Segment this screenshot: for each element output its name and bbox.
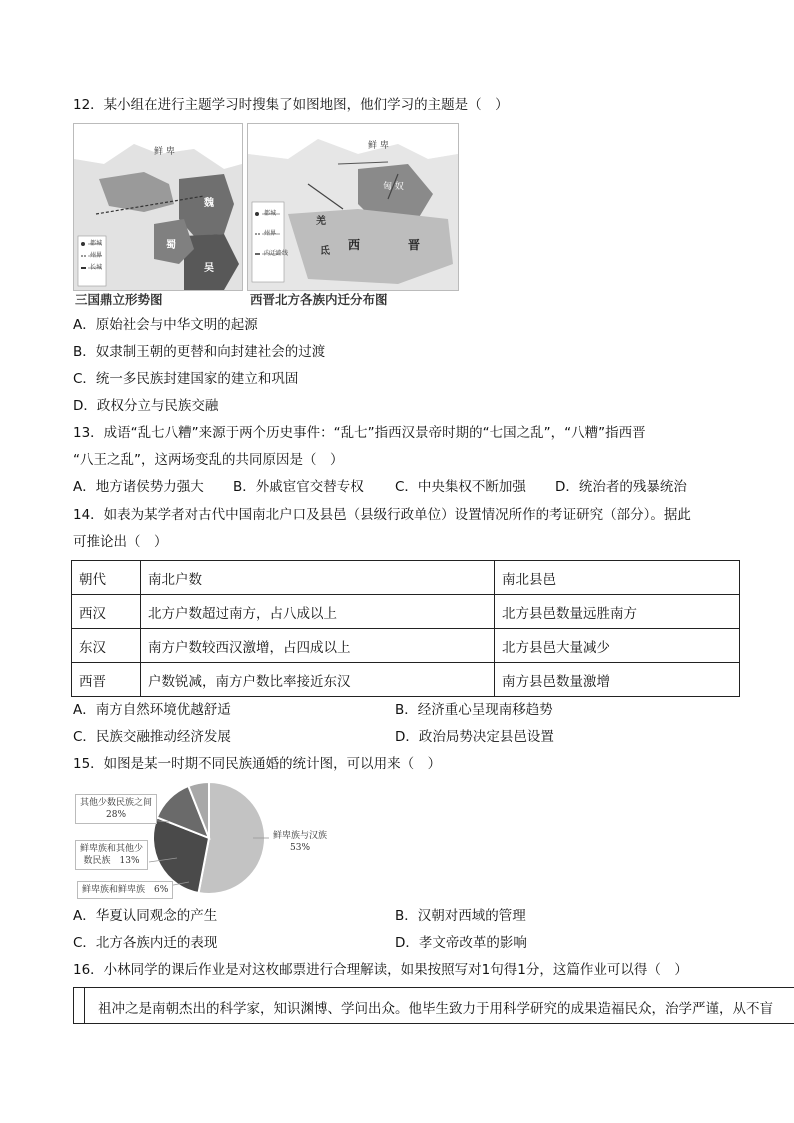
map2-label-di: 氐 [320, 246, 330, 257]
q15-pie-chart [73, 782, 337, 898]
q16-stem: 16．小林同学的课后作业是对这枚邮票进行合理解读，如果按照写对1句得1分，这篇作业可以得（ ） [73, 962, 688, 978]
table-row [72, 595, 740, 629]
three-kingdoms-map [73, 123, 243, 291]
table-cell: 西汉 [72, 595, 141, 629]
q14-table [71, 560, 740, 697]
q13-stem-line2: “八王之乱”，这两场变乱的共同原因是（ ） [73, 452, 344, 468]
q15-option-d[interactable]: D．孝文帝改革的影响 [395, 935, 527, 951]
table-row [72, 629, 740, 663]
pie-label-xianbei-xianbei [77, 881, 173, 899]
q12-stem: 12．某小组在进行主题学习时搜集了如图地图，他们学习的主题是（ ） [73, 97, 509, 113]
q14-options-row1 [73, 701, 773, 719]
q12-option-a[interactable]: A．原始社会与中华文明的起源 [73, 317, 258, 333]
map1-caption: 三国鼎立形势图 [75, 292, 163, 307]
pie-label-xianbei-han-value: 53% [290, 843, 311, 853]
q12-option-c[interactable]: C．统一多民族封建国家的建立和巩固 [73, 371, 299, 387]
table-cell: 户数锐减，南方户数比率接近东汉 [141, 663, 495, 697]
table-cell: 南方户数较西汉激增，占四成以上 [141, 629, 495, 663]
table-cell: 东汉 [72, 629, 141, 663]
map2-legend-route: 内迁路线 [264, 250, 289, 257]
pie-label-xianbei-han-name: 鲜卑族与汉族 [273, 831, 328, 841]
pie-label-others-name: 其他少数民族之间 [80, 798, 153, 808]
q16-box-text: 祖冲之是南朝杰出的科学家，知识渊博、学问出众。他毕生致力于用科学研究的成果造福民众，治学严谨，从不盲 [98, 1001, 773, 1017]
map1-label-shu: 蜀 [166, 240, 176, 251]
q13-options [73, 478, 773, 496]
q16-text-box [73, 987, 794, 1024]
map2-label-xiongnu: 匈 奴 [383, 182, 404, 192]
pie-label-others-value: 28% [106, 810, 127, 820]
pie-label-xianbei-han [269, 828, 331, 856]
q15-options-row2 [73, 934, 773, 952]
q14-option-b[interactable]: B．经济重心呈现南移趋势 [395, 702, 553, 718]
q14-option-c[interactable]: C．民族交融推动经济发展 [73, 729, 231, 745]
map1-label-wu: 吴 [204, 263, 214, 274]
table-cell: 南方县邑数量激增 [495, 663, 740, 697]
q15-options-row1 [73, 907, 773, 925]
q13-option-c[interactable]: C．中央集权不断加强 [395, 479, 526, 495]
table-header-row [72, 561, 740, 595]
map1-legend-wall: 长城 [90, 264, 103, 271]
table-cell: 西晋 [72, 663, 141, 697]
map2-legend-border: 州界 [264, 230, 277, 237]
q12-option-d[interactable]: D．政权分立与民族交融 [73, 398, 219, 414]
pie-label-others [75, 794, 157, 824]
q13-option-d[interactable]: D．统治者的残暴统治 [555, 479, 687, 495]
q14-stem-line1: 14．如表为某学者对古代中国南北户口及县邑（县级行政单位）设置情况所作的考证研究（部分）。据此 [73, 507, 691, 523]
q16-box-divider [84, 988, 85, 1023]
table-cell: 北方户数超过南方，占八成以上 [141, 595, 495, 629]
table-header-cell: 南北户数 [141, 561, 495, 595]
q15-stem: 15．如图是某一时期不同民族通婚的统计图，可以用来（ ） [73, 756, 442, 772]
q13-option-b[interactable]: B．外戚宦官交替专权 [233, 479, 364, 495]
q15-option-a[interactable]: A．华夏认同观念的产生 [73, 908, 218, 924]
pie-label-xianbei-other-value: 数民族 13% [83, 856, 140, 866]
map1-legend-capital: 都城 [90, 240, 103, 247]
q15-option-b[interactable]: B．汉朝对西域的管理 [395, 908, 526, 924]
q13-option-a[interactable]: A．地方诸侯势力强大 [73, 479, 204, 495]
map1-label-wei: 魏 [204, 198, 214, 209]
pie-label-xianbei-xianbei-text: 鲜卑族和鲜卑族 6% [82, 885, 169, 895]
western-jin-migration-map [247, 123, 459, 291]
table-row [72, 663, 740, 697]
map2-label-jin: 晋 [408, 238, 421, 252]
q15-option-c[interactable]: C．北方各族内迁的表现 [73, 935, 218, 951]
q14-option-d[interactable]: D．政治局势决定县邑设置 [395, 729, 554, 745]
table-cell: 北方县邑大量减少 [495, 629, 740, 663]
western-jin-map-graphic [248, 124, 458, 290]
map2-legend-capital: 都城 [264, 210, 277, 217]
map2-label-xi: 西 [348, 238, 361, 252]
table-cell: 北方县邑数量远胜南方 [495, 595, 740, 629]
table-header-cell: 朝代 [72, 561, 141, 595]
table-header-cell: 南北县邑 [495, 561, 740, 595]
map2-label-xianbei: 鲜 卑 [368, 141, 389, 151]
pie-label-xianbei-other-name: 鲜卑族和其他少 [80, 844, 144, 854]
map1-label-xianbei: 鲜 卑 [154, 147, 175, 157]
q14-stem-line2: 可推论出（ ） [73, 534, 168, 550]
map2-label-qiang: 羌 [316, 216, 326, 227]
q14-options-row2 [73, 728, 773, 746]
map1-legend-border: 州界 [90, 252, 103, 259]
q14-option-a[interactable]: A．南方自然环境优越舒适 [73, 702, 231, 718]
pie-label-xianbei-other [75, 840, 148, 870]
map2-caption: 西晋北方各族内迁分布图 [250, 292, 388, 307]
q13-stem-line1: 13．成语“乱七八糟”来源于两个历史事件：“乱七”指西汉景帝时期的“七国之乱”，“八糟”指西晋 [73, 425, 646, 441]
q12-option-b[interactable]: B．奴隶制王朝的更替和向封建社会的过渡 [73, 344, 326, 360]
